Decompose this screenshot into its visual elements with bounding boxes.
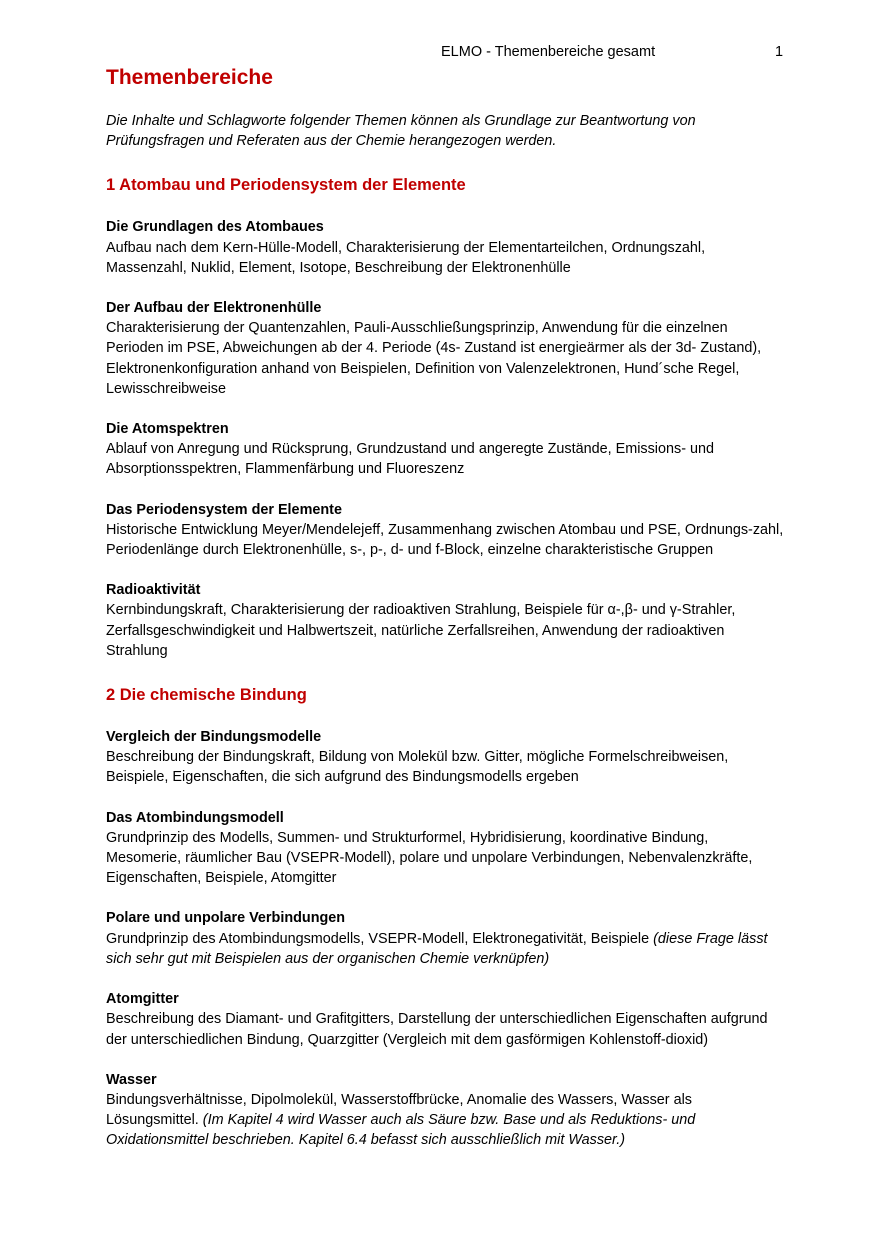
topic-title: Das Periodensystem der Elemente [106, 501, 342, 518]
topic-title: Polare und unpolare Verbindungen [106, 910, 346, 927]
topic-text: Charakterisierung der Quantenzahlen, Pauli-Ausschließungsprinzip, Anwendung für die einzelnen Perioden im PSE, Abweichungen ab der 4. Periode (4s- Zustand ist energieärmer als der 3d- Zustand), Elektronenkonfiguration anhand von Beispielen, Definition von Valenzelektronen, Hund´sche Regel, Lewisschreibweise [106, 320, 762, 397]
chapter-heading: 1 Atombau und Periodensystem der Elemente [106, 176, 466, 195]
topic-title: Die Grundlagen des Atombaues [106, 219, 324, 236]
topic-note: (Im Kapitel 4 wird Wasser auch als Säure bzw. Base und als Reduktions- und Oxidationsmittel beschrieben. Kapitel 6.4 befasst sich ausschließlich mit Wasser.) [106, 1112, 696, 1149]
topic-title: Atomgitter [106, 991, 179, 1008]
topic-title: Der Aufbau der Elektronenhülle [106, 300, 322, 317]
running-header: ELMO - Themenbereiche gesamt [441, 44, 656, 60]
topic-text [106, 1090, 786, 1151]
topic-section [106, 217, 786, 278]
topic-title: Die Atomspektren [106, 421, 229, 438]
intro-paragraph: Die Inhalte und Schlagworte folgender Themen können als Grundlage zur Beantwortung von Prüfungsfragen und Referaten aus der Chemie herangezogen werden. [106, 113, 696, 150]
topic-text: Historische Entwicklung Meyer/Mendelejeff, Zusammenhang zwischen Atombau und PSE, Ordnungs-zahl, Periodenlänge durch Elektronenhülle, s-, p-, d- und f-Block, einzelne charakteristische Gruppen [106, 521, 784, 559]
topic-section [106, 727, 786, 788]
topic-text-main: Bindungsverhältnisse, Dipolmolekül, Wasserstoffbrücke, Anomalie des Wassers, Wasser als Lösungsmittel. [106, 1091, 692, 1129]
topic-text [106, 929, 786, 969]
page-number: 1 [775, 44, 784, 60]
topic-text: Grundprinzip des Modells, Summen- und Strukturformel, Hybridisierung, koordinative Bindung, Mesomerie, räumlicher Bau (VSEPR-Modell), polare und unpolare Verbindungen, Nebenvalenzkräfte, Eigenschaften, Beispiele, Atomgitter [106, 829, 753, 887]
topic-text: Ablauf von Anregung und Rücksprung, Grundzustand und angeregte Zustände, Emissions- und Absorptionsspektren, Flammenfärbung und Fluoreszenz [106, 441, 714, 478]
topic-text: Kernbindungskraft, Charakterisierung der radioaktiven Strahlung, Beispiele für α-,β- und γ-Strahler, Zerfallsgeschwindigkeit und Halbwertszeit, natürliche Zerfallsreihen, Anwendung der radioaktiven Strahlung [106, 602, 736, 659]
topic-section [106, 419, 786, 480]
topic-section [106, 1070, 786, 1151]
topic-text-main: Grundprinzip des Atombindungsmodells, VSEPR-Modell, Elektronegativität, Beispiele [106, 930, 650, 947]
topic-section [106, 989, 786, 1050]
topic-text: Beschreibung der Bindungskraft, Bildung von Molekül bzw. Gitter, mögliche Formelschreibweisen, Beispiele, Eigenschaften, die sich aufgrund des Bindungsmodells ergeben [106, 749, 729, 786]
topic-title: Wasser [106, 1071, 157, 1088]
topic-title: Vergleich der Bindungsmodelle [106, 729, 322, 746]
topic-text: Aufbau nach dem Kern-Hülle-Modell, Charakterisierung der Elementarteilchen, Ordnungszahl, Massenzahl, Nuklid, Element, Isotope, Beschreibung der Elektronenhülle [106, 239, 706, 276]
topic-text: Beschreibung des Diamant- und Grafitgitters, Darstellung der unterschiedlichen Eigenschaften aufgrund der unterschiedlichen Bindung, Quarzgitter (Vergleich mit dem gasförmigen Kohlenstoff-dioxid) [106, 1011, 768, 1048]
document-title: Themenbereiche [106, 66, 273, 89]
topic-section [106, 580, 786, 661]
topic-section [106, 908, 786, 969]
topic-title: Radioaktivität [106, 582, 201, 599]
topic-title: Das Atombindungsmodell [106, 809, 284, 826]
document-body [106, 111, 786, 1151]
topic-section [106, 298, 786, 399]
topic-section [106, 808, 786, 889]
topic-note: (diese Frage lässt sich sehr gut mit Beispielen aus der organischen Chemie verknüpfen) [106, 930, 768, 967]
chapter-heading: 2 Die chemische Bindung [106, 686, 307, 705]
topic-section [106, 500, 786, 561]
